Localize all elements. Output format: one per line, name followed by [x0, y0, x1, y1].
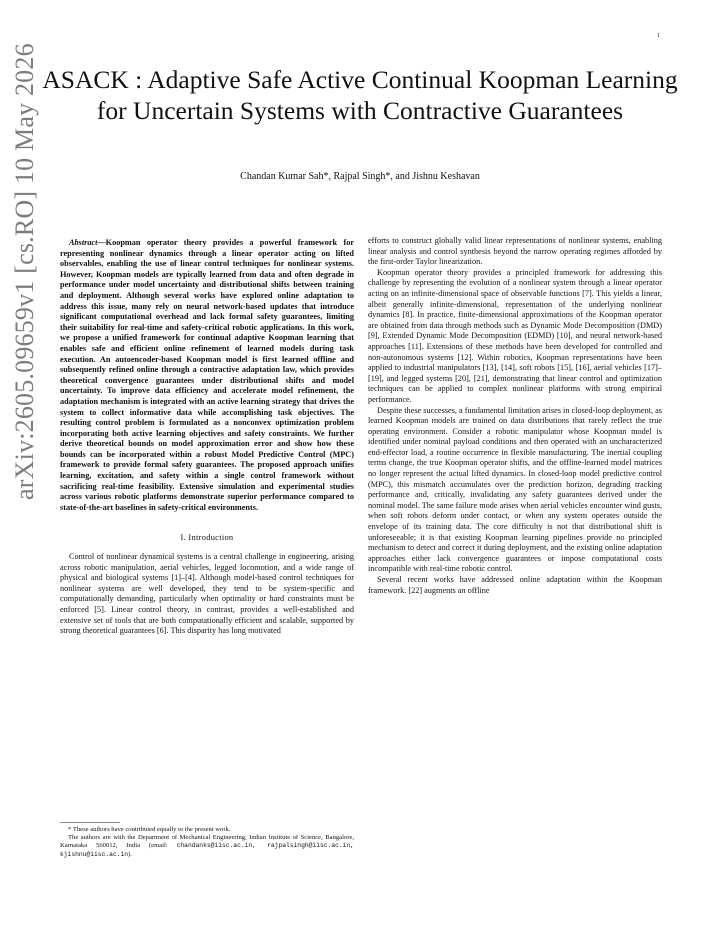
arxiv-identifier-stamp: arXiv:2605.09659v1 [cs.RO] 10 May 2026: [10, 43, 39, 500]
author-list: Chandan Kumar Sah*, Rajpal Singh*, and Jishnu Keshavan: [240, 171, 480, 182]
footnotes: [60, 826, 354, 859]
paragraph-koopman-theory: Koopman operator theory provides a principled framework for addressing this challenge by representing the evolution of a nonlinear system through a linear operator acting on an infinite-dimensional space of observable functions [7]. This yields a linear, albeit generally infinite-dimensional, representation of the underlying nonlinear dynamics [8]. In practice, finite-dimensional approximations of the Koopman operator are obtained from data through methods such as Dynamic Mode Decomposition (DMD) [9], Extended Dynamic Mode Decomposition (EDMD) [10], and neural network-based approaches [11]. Extensions of these methods have been developed for controlled and non-autonomous systems [12]. Within robotics, Koopman representations have been applied to industrial manipulators [13], [14], soft robots [15], [16], aerial vehicles [17]–[19], and legged systems [20], [21], demonstrating that linear control and optimization techniques can be applied to complex nonlinear platforms with strong empirical performance.: [368, 267, 662, 404]
abstract-text: —Koopman operator theory provides a powerful framework for representing nonlinear dynamics through a linear operator acting on lifted observables, enabling the use of linear control techniques for nonlinear systems. However, Koopman models are typically learned from data and often degrade in performance under model uncertainty and distributional shifts between training and deployment. Although several works have explored online adaptation to address this issue, many rely on neural network-based updates that introduce significant computational overhead and lack formal safety guarantees, limiting their suitability for real-time and safety-critical robotic applications. In this work, we propose a unified framework for continual adaptive Koopman learning that enables safe and efficient online refinement of learned models during task execution. An autoencoder-based Koopman model is first learned offline and subsequently refined online through a contractive adaptation law, which provides theoretical convergence guarantees under distributional shifts and model uncertainty. To improve data efficiency and accelerate model refinement, the adaptation mechanism is integrated with an active learning strategy that drives the system to collect informative data while accomplishing task objectives. The resulting control problem is formulated as a nonconvex optimization problem incorporating both active learning objectives and safety constraints. We further derive theoretical bounds on model approximation error and show how these bounds can be incorporated within a robust Model Predictive Control (MPC) framework to provide formal safety guarantees. The proposed approach unifies learning, excitation, and safety within a single control framework without sacrificing real-time feasibility. Extensive simulation and experimental studies across various robotic platforms demonstrate superior performance compared to state-of-the-art baselines in safety-critical environments.: [60, 238, 354, 512]
section-heading-introduction: I. Introduction: [180, 533, 234, 543]
paragraph-limitations: Despite these successes, a fundamental limitation arises in closed-loop deployment, as learned Koopman models are trained on data distributions that rarely reflect the true operating environment. Consider a robotic manipulator whose Koopman model is identified under nominal payload conditions and then operated with an uncharacterized end-effector load, a routine occurrence in flexible manufacturing. The inertial coupling terms change, the true Koopman operator shifts, and the offline-learned model matrices no longer represent the actual lifted dynamics. In closed-loop model predictive control (MPC), this mismatch accumulates over the prediction horizon, degrading tracking performance and, critically, invalidating any safety guarantees derived under the nominal model. The same failure mode arises when aerial vehicles encounter wind gusts, when soft robots deform under contact, or when any system operates outside the envelope of its training data. The core difficulty is not that distributional shift is unforeseeable; it is that existing Koopman learning pipelines provide no principled mechanism to detect and correct it during deployment, and the existing online adaptation approaches either lack convergence guarantees or impose computational costs incompatible with real-time robotic control.: [368, 405, 663, 574]
left-column: [60, 238, 354, 637]
right-column: [368, 236, 662, 596]
footnote-equal-contribution: * These authors have contributed equally to the present work.: [68, 826, 231, 833]
page-number: 1: [657, 33, 660, 39]
footnote-divider: [60, 822, 120, 823]
abstract: [60, 238, 354, 513]
paragraph-recent-works: Several recent works have addressed online adaptation within the Koopman framework. [22] augments an offline: [368, 575, 662, 595]
affiliation-closing: ).: [128, 850, 132, 858]
footnote-affiliation: [60, 834, 354, 859]
paragraph-continuation: efforts to construct globally valid linear representations of nonlinear systems, enabling linear analysis and control synthesis beyond the narrow operating regimes afforded by the first-order Taylor linearization.: [368, 236, 662, 267]
intro-paragraph: Control of nonlinear dynamical systems is a central challenge in engineering, arising across robotic manipulation, aerial vehicles, legged locomotion, and a wide range of physical and biological systems [1]–[4]. Although model-based control techniques for nonlinear systems are well developed, they tend to be system-specific and computationally demanding, particularly when optimality or hard constraints must be enforced [5]. Linear control theory, in contrast, provides a well-established and extensive set of tools that are both computationally efficient and scalable, supported by strong theoretical guarantees [6]. This disparity has long motivated: [60, 552, 354, 636]
abstract-label: Abstract: [69, 238, 98, 247]
affiliation-text: The authors are with the Department of Mechanical Engineering, Indian Institute of Science, Bangalore, Karnataka 560012, India (email:: [60, 834, 354, 850]
author-emails: chandanks@iisc.ac.in, rajpalsingh@iisc.ac.in, kjishnu@iisc.ac.in: [60, 842, 354, 858]
paper-title: ASACK : Adaptive Safe Active Continual Koopman Learning for Uncertain Systems with Contractive Guarantees: [42, 65, 678, 125]
